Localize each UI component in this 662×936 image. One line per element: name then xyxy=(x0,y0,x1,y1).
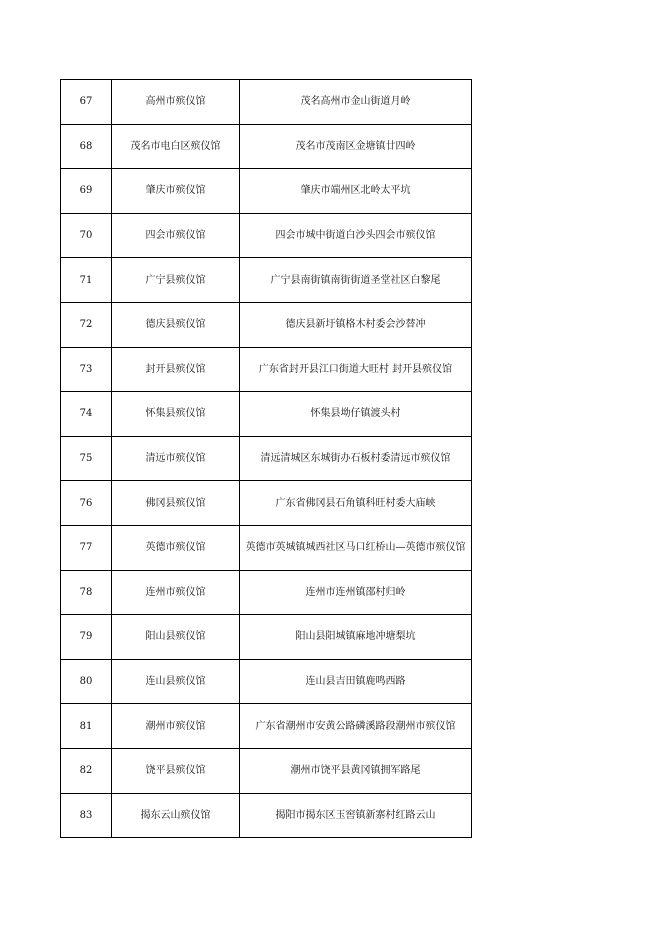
row-number: 70 xyxy=(61,213,112,258)
table-body xyxy=(61,80,472,838)
table-row xyxy=(61,525,472,570)
funeral-home-address: 连山县吉田镇鹿鸣西路 xyxy=(240,659,472,704)
funeral-home-address: 广东省佛冈县石角镇科旺村委大庙峡 xyxy=(240,481,472,526)
funeral-home-name: 揭东云山殡仪馆 xyxy=(112,793,240,838)
table-row xyxy=(61,793,472,838)
row-number: 68 xyxy=(61,124,112,169)
funeral-home-name: 广宁县殡仪馆 xyxy=(112,258,240,303)
funeral-home-name: 潮州市殡仪馆 xyxy=(112,704,240,749)
funeral-home-address: 四会市城中街道白沙头四会市殡仪馆 xyxy=(240,213,472,258)
table-row xyxy=(61,124,472,169)
funeral-home-name: 清远市殡仪馆 xyxy=(112,436,240,481)
funeral-home-name: 高州市殡仪馆 xyxy=(112,80,240,125)
funeral-home-address: 潮州市饶平县黄冈镇拥军路尾 xyxy=(240,748,472,793)
table-row xyxy=(61,392,472,437)
funeral-home-address: 广东省封开县江口街道大旺村 封开县殡仪馆 xyxy=(240,347,472,392)
row-number: 75 xyxy=(61,436,112,481)
funeral-home-name: 阳山县殡仪馆 xyxy=(112,615,240,660)
row-number: 76 xyxy=(61,481,112,526)
funeral-home-address: 广宁县南街镇南街街道圣堂社区白黎尾 xyxy=(240,258,472,303)
funeral-home-name: 连山县殡仪馆 xyxy=(112,659,240,704)
table-row xyxy=(61,615,472,660)
funeral-home-name: 茂名市电白区殡仪馆 xyxy=(112,124,240,169)
funeral-home-address: 清远清城区东城街办石板村委清远市殡仪馆 xyxy=(240,436,472,481)
funeral-home-address: 连州市连州镇邵村归岭 xyxy=(240,570,472,615)
funeral-home-address: 阳山县阳城镇麻地冲塘梨坑 xyxy=(240,615,472,660)
funeral-home-name: 佛冈县殡仪馆 xyxy=(112,481,240,526)
funeral-home-address: 肇庆市端州区北岭太平坑 xyxy=(240,169,472,214)
table-row xyxy=(61,570,472,615)
row-number: 72 xyxy=(61,302,112,347)
row-number: 78 xyxy=(61,570,112,615)
funeral-home-name: 怀集县殡仪馆 xyxy=(112,392,240,437)
row-number: 80 xyxy=(61,659,112,704)
table-row xyxy=(61,659,472,704)
row-number: 69 xyxy=(61,169,112,214)
funeral-home-name: 肇庆市殡仪馆 xyxy=(112,169,240,214)
funeral-home-name: 德庆县殡仪馆 xyxy=(112,302,240,347)
row-number: 73 xyxy=(61,347,112,392)
table-row xyxy=(61,481,472,526)
table-row xyxy=(61,80,472,125)
row-number: 74 xyxy=(61,392,112,437)
table-row xyxy=(61,169,472,214)
funeral-home-name: 饶平县殡仪馆 xyxy=(112,748,240,793)
funeral-home-address: 英德市英城镇城西社区马口红桥山—英德市殡仪馆 xyxy=(240,525,472,570)
table-row xyxy=(61,748,472,793)
row-number: 81 xyxy=(61,704,112,749)
table-row xyxy=(61,704,472,749)
table-row xyxy=(61,302,472,347)
row-number: 82 xyxy=(61,748,112,793)
table-row xyxy=(61,258,472,303)
funeral-home-name: 封开县殡仪馆 xyxy=(112,347,240,392)
funeral-home-address: 茂名市茂南区金塘镇廿四岭 xyxy=(240,124,472,169)
row-number: 83 xyxy=(61,793,112,838)
row-number: 71 xyxy=(61,258,112,303)
funeral-home-name: 英德市殡仪馆 xyxy=(112,525,240,570)
funeral-home-table xyxy=(60,79,472,838)
funeral-home-address: 揭阳市揭东区玉窖镇新寨村红路云山 xyxy=(240,793,472,838)
funeral-home-name: 四会市殡仪馆 xyxy=(112,213,240,258)
funeral-home-address: 怀集县坳仔镇渡头村 xyxy=(240,392,472,437)
table-row xyxy=(61,213,472,258)
funeral-home-address: 德庆县新圩镇格木村委会沙替冲 xyxy=(240,302,472,347)
row-number: 77 xyxy=(61,525,112,570)
funeral-home-name: 连州市殡仪馆 xyxy=(112,570,240,615)
table-row xyxy=(61,436,472,481)
table-row xyxy=(61,347,472,392)
row-number: 67 xyxy=(61,80,112,125)
funeral-home-address: 茂名高州市金山街道月岭 xyxy=(240,80,472,125)
row-number: 79 xyxy=(61,615,112,660)
funeral-home-address: 广东省潮州市安黄公路磷溪路段潮州市殡仪馆 xyxy=(240,704,472,749)
